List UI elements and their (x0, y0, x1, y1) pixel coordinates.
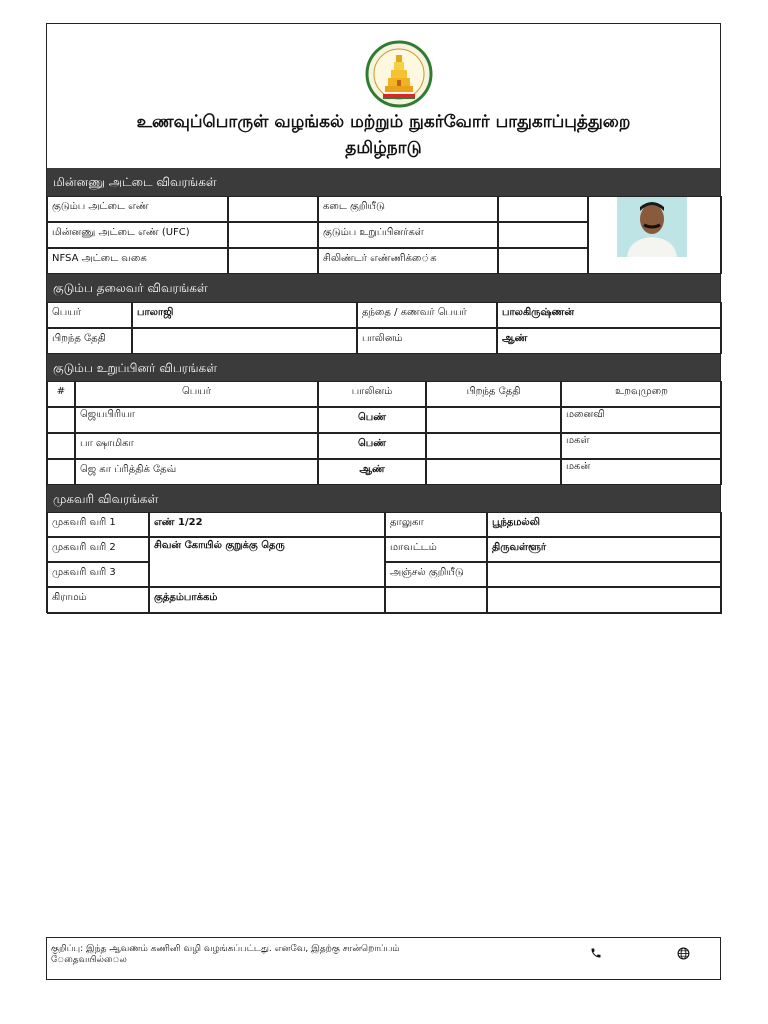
address-line2-value: சிவன் கோயில் குறுக்கு தெரு (149, 537, 385, 587)
members-header-name: பெயர் (75, 381, 318, 407)
tamil-nadu-emblem-icon (365, 40, 433, 108)
address-line3-label: முகவரி வரி 3 (47, 562, 149, 587)
head-name-label: பெயர் (47, 302, 132, 328)
footer-note-line1: குறிப்பு: இந்த ஆவணம் கணினி வழி வழங்கப்பட்டது. எனவே, இதற்கு சான்றொப்பம் (51, 944, 400, 954)
member-row-1-gender: பெண் (318, 407, 426, 433)
family-head-photo (617, 197, 687, 257)
address-empty-cell (385, 587, 487, 614)
head-gender-value: ஆண் (497, 328, 722, 354)
phone-icon[interactable] (590, 947, 602, 959)
member-row-1-relation: மனைவி (561, 407, 722, 433)
address-empty-cell (487, 587, 722, 614)
cylinder-count-value (498, 248, 588, 274)
member-row-2-name: பா ஷாமிகா (75, 433, 318, 459)
member-row-1-dob (426, 407, 561, 433)
member-row-1-no (47, 407, 75, 433)
section-head-details: குடும்ப தலைவர் விவரங்கள் (47, 274, 720, 302)
member-row-1-name: ஜெயபிரியா (75, 407, 318, 433)
village-label: கிராமம் (47, 587, 149, 614)
section-card-details: மின்னணு அட்டை விவரங்கள் (47, 168, 720, 196)
person-photo-icon (617, 197, 687, 257)
footer-note (51, 944, 400, 966)
head-gender-label: பாலினம் (357, 328, 497, 354)
state-title: தமிழ்நாடு (345, 138, 422, 158)
cylinder-count-label: சிலிண்டர் எண்ணிக்ை்க (318, 248, 498, 274)
family-members-label: குடும்ப உறுப்பினர்கள் (318, 222, 498, 248)
address-line2-label: முகவரி வரி 2 (47, 537, 149, 562)
member-row-2-no (47, 433, 75, 459)
globe-icon[interactable] (677, 947, 690, 960)
member-row-3-name: ஜெ கா ப்ரித்திக் தேவ் (75, 459, 318, 485)
ufc-label: மின்னணு அட்டை எண் (UFC) (47, 222, 228, 248)
district-label: மாவட்டம் (385, 537, 487, 562)
taluk-value: பூந்தமல்லி (487, 512, 722, 537)
department-title: உணவுப்பொருள் வழங்கல் மற்றும் நுகர்வோர் பாதுகாப்புத்துறை (136, 112, 631, 132)
section-members: குடும்ப உறுப்பினர் விபரங்கள் (47, 354, 720, 382)
member-row-3-no (47, 459, 75, 485)
member-row-2-relation: மகள் (561, 433, 722, 459)
taluk-label: தாலுகா (385, 512, 487, 537)
footer-note-line2: ேதைவயில்ைல (51, 955, 127, 965)
member-row-3-relation: மகன் (561, 459, 722, 485)
father-name-value: பாலகிருஷ்ணன் (497, 302, 722, 328)
family-members-value (498, 222, 588, 248)
members-header-gender: பாலினம் (318, 381, 426, 407)
address-line1-value: எண் 1/22 (149, 512, 385, 537)
district-value: திருவள்ளூர் (487, 537, 722, 562)
members-header-no: # (47, 381, 75, 407)
document-header (47, 24, 720, 168)
head-dob-value (132, 328, 357, 354)
shop-code-value (498, 196, 588, 222)
member-row-2-dob (426, 433, 561, 459)
head-dob-label: பிறந்த தேதி (47, 328, 132, 354)
member-row-3-gender: ஆண் (318, 459, 426, 485)
section-address: முகவரி விவரங்கள் (47, 485, 720, 513)
village-value: குத்தம்பாக்கம் (149, 587, 385, 614)
footer-note-box (46, 937, 721, 980)
members-header-relation: உறவுமுறை (561, 381, 722, 407)
members-header-dob: பிறந்த தேதி (426, 381, 561, 407)
head-name-value: பாலாஜி (132, 302, 357, 328)
member-row-2-gender: பெண் (318, 433, 426, 459)
pincode-label: அஞ்சல் குறியீடு (385, 562, 487, 587)
nfsa-value (228, 248, 318, 274)
nfsa-label: NFSA அட்டை வகை (47, 248, 228, 274)
ration-card-document (46, 23, 721, 613)
family-card-no-label: குடும்ப அட்டை எண் (47, 196, 228, 222)
pincode-value (487, 562, 722, 587)
address-line1-label: முகவரி வரி 1 (47, 512, 149, 537)
ufc-value (228, 222, 318, 248)
family-card-no-value (228, 196, 318, 222)
father-name-label: தந்தை / கணவர் பெயர் (357, 302, 497, 328)
shop-code-label: கடை குறியீடு (318, 196, 498, 222)
member-row-3-dob (426, 459, 561, 485)
